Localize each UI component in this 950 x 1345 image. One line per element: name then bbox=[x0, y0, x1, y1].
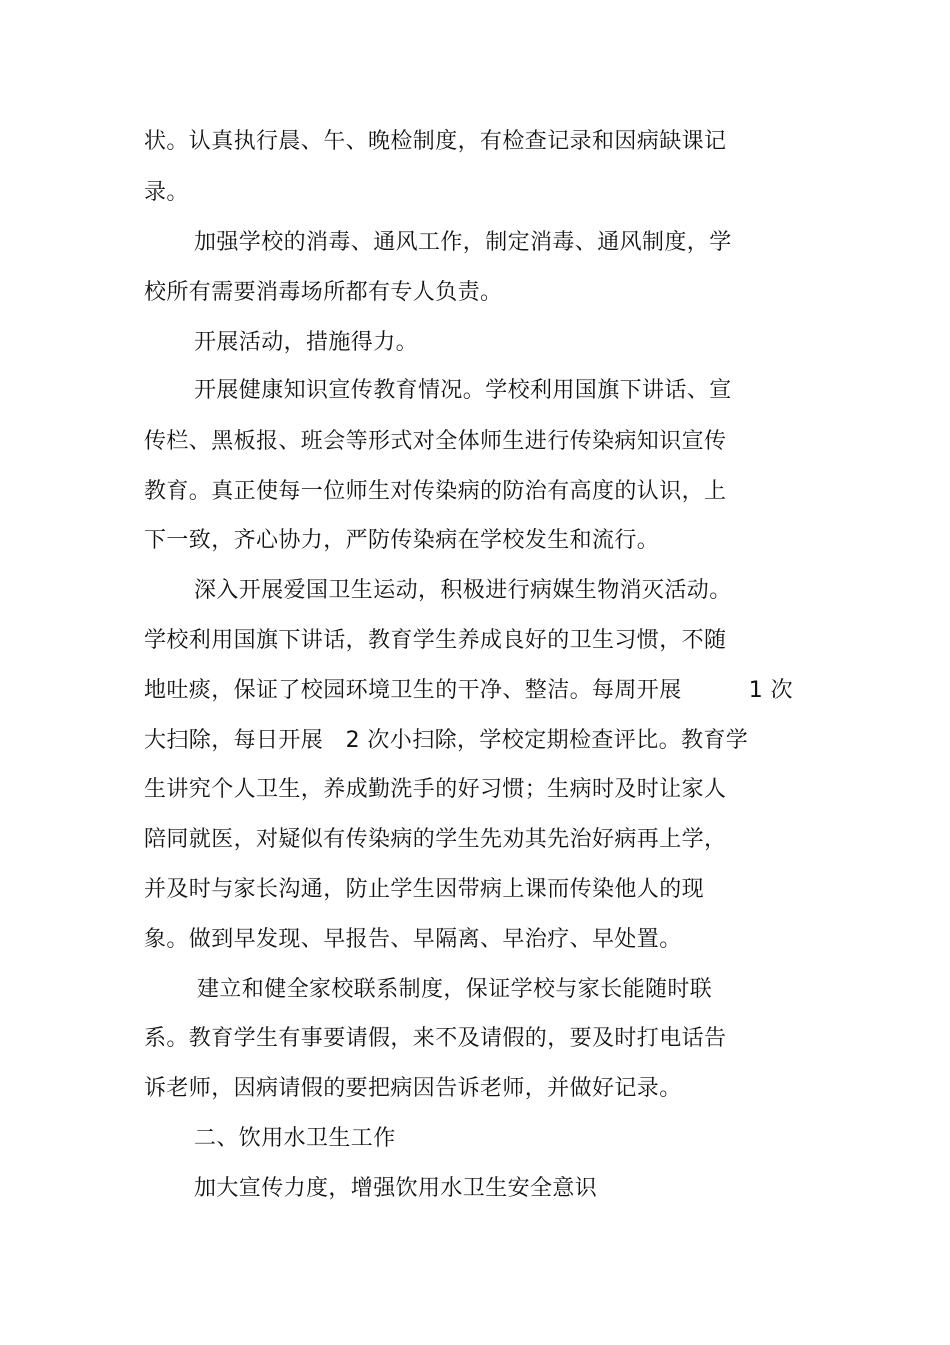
text-line: 深入开展爱国卫生运动，积极进行病媒生物消灭活动。 bbox=[194, 578, 732, 603]
text-line: 象。做到早发现、早报告、早隔离、早治疗、早处置。 bbox=[144, 927, 682, 952]
text-line: 地吐痰，保证了校园环境卫生的干净、整洁。每周开展 1 次 bbox=[144, 678, 793, 703]
text-line: 生讲究个人卫生，养成勤洗手的好习惯；生病时及时让家人 bbox=[144, 777, 727, 802]
text-line: 录。 bbox=[144, 180, 189, 205]
text-line: 传栏、黑板报、班会等形式对全体师生进行传染病知识宣传 bbox=[144, 429, 727, 454]
text-line: 并及时与家长沟通，防止学生因带病上课而传染他人的现 bbox=[144, 877, 705, 902]
text-line: 陪同就医，对疑似有传染病的学生先劝其先治好病再上学， bbox=[144, 827, 727, 852]
text-line: 大扫除，每日开展 2 次小扫除，学校定期检查评比。教育学 bbox=[144, 728, 749, 753]
text-line: 建立和健全家校联系制度，保证学校与家长能随时联 bbox=[197, 977, 713, 1002]
text-line: 学校利用国旗下讲话，教育学生养成良好的卫生习惯，不随 bbox=[144, 628, 727, 653]
text-line: 校所有需要消毒场所都有专人负责。 bbox=[144, 280, 503, 305]
text-line: 系。教育学生有事要请假，来不及请假的，要及时打电话告 bbox=[144, 1026, 727, 1051]
text-line: 开展活动，措施得力。 bbox=[194, 330, 419, 355]
section-heading: 二、饮用水卫生工作 bbox=[194, 1126, 396, 1151]
text-line: 加强学校的消毒、通风工作，制定消毒、通风制度，学 bbox=[194, 230, 732, 255]
text-line: 加大宣传力度，增强饮用水卫生安全意识 bbox=[194, 1176, 598, 1201]
text-line: 诉老师，因病请假的要把病因告诉老师，并做好记录。 bbox=[144, 1076, 682, 1101]
text-line: 教育。真正使每一位师生对传染病的防治有高度的认识，上 bbox=[144, 479, 727, 504]
text-line: 下一致，齐心协力，严防传染病在学校发生和流行。 bbox=[144, 528, 660, 553]
text-line: 开展健康知识宣传教育情况。学校利用国旗下讲话、宣 bbox=[194, 378, 732, 403]
text-line: 状。认真执行晨、午、晚检制度，有检查记录和因病缺课记 bbox=[144, 129, 727, 154]
